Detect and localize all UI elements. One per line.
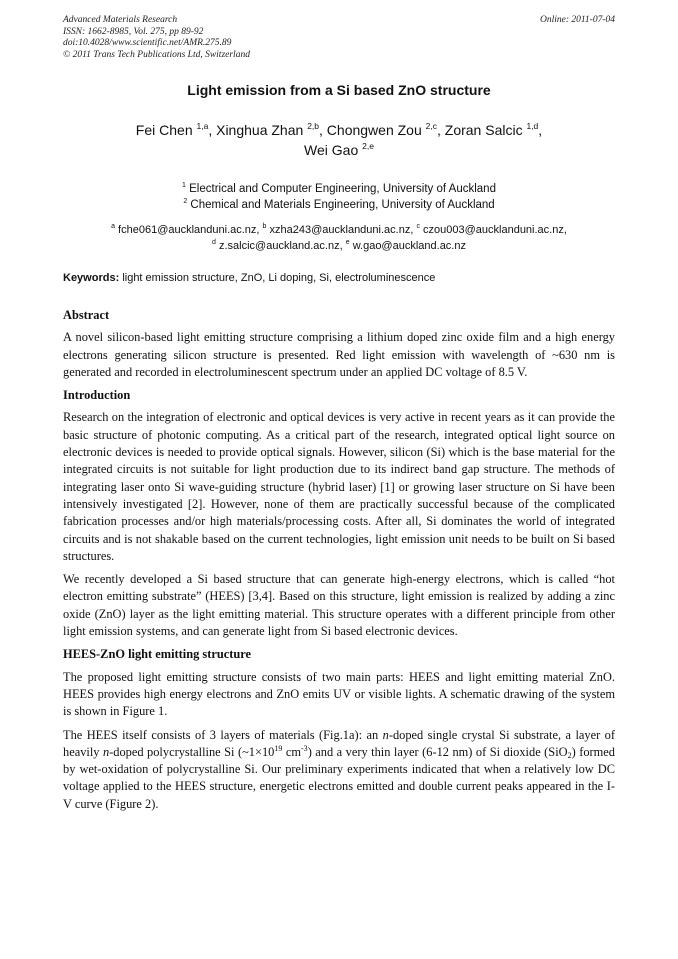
email-link[interactable]: xzha243@aucklanduni.ac.nz xyxy=(269,224,411,236)
abstract-text: A novel silicon-based light emitting structure comprising a lithium doped zinc oxide film and a high energy electrons generating silicon structure is presented. Red light emission with wavelength of ~630 nm is generated and recorded in electroluminescent spectrum under an applied DC voltage of 8.5 V. xyxy=(63,330,615,379)
introduction-paragraph-2: We recently developed a Si based structure that can generate high-energy electrons, which is called “hot electron emitting substrate” (HEES) [3,4]. Based on this structure, light emission is realized by adding a zinc oxide (ZnO) layer as the light emitting material. This structure operates with a different principle from other light emission systems, and can generate light from Si based electronic devices. xyxy=(63,572,615,639)
hees-heading: HEES-ZnO light emitting structure xyxy=(63,647,252,662)
online-date: Online: 2011-07-04 xyxy=(539,15,615,25)
author-list: Fei Chen $^{1,a}$, Xinghua Zhan $^{2,b}$, Chongwen Zou $^{2,c}$, Zoran Salcic $^{1,d}$, Wei Gao $^{2,e}$ xyxy=(135,121,543,158)
hees-paragraph-2: The HEES itself consists of 3 layers of materials (Fig.1a): an n-doped single crystal Si substrate, a layer of heavily n-doped polycrystalline Si ($\sim 1\times 10^{19}$ $cm^{-3}$) and a very thin layer (6-12 nm) of Si dioxide (SiO$_2$) formed by wet-oxidation of polycrystalline Si. Our preliminary experiments indicated that when a relatively low DC voltage applied to the HEES structure, energetic electrons emitted and double current peaks appeared in the I-V curve (Figure 2). xyxy=(63,727,615,811)
affiliation-item: $^2$ Chemical and Materials Engineering, University of Auckland xyxy=(183,198,495,211)
author-affil-mark: 1,d xyxy=(526,121,539,131)
affiliation-item: $^1$ Electrical and Computer Engineering, University of Auckland xyxy=(182,182,496,195)
email-link[interactable]: fche061@aucklanduni.ac.nz xyxy=(118,224,257,236)
author-affil-mark: 2,e xyxy=(362,141,374,151)
author-name: Chongwen Zou xyxy=(326,122,422,138)
paper-title: Light emission from a Si based ZnO structure xyxy=(187,82,491,98)
author-name: Zoran Salcic xyxy=(444,122,523,138)
abstract-heading: Abstract xyxy=(63,308,110,322)
email-list: $^a$ fche061@aucklanduni.ac.nz, $^b$ xzha243@aucklanduni.ac.nz, $^c$ czou003@aucklanduni.ac.nz, $^d$ z.salcic@auckland.ac.nz, $^e$ w.gao@auckland.ac.nz xyxy=(111,223,567,252)
doi-line: doi:10.4028/www.scientific.net/AMR.275.89 xyxy=(63,38,232,48)
email-link[interactable]: czou003@aucklanduni.ac.nz xyxy=(423,224,564,236)
paper-body xyxy=(63,307,615,819)
keywords-line xyxy=(63,272,435,284)
author-affil-mark: 2,c xyxy=(425,121,437,131)
affiliation-list xyxy=(0,181,678,213)
author-affil-mark: 2,b xyxy=(307,121,320,131)
email-link[interactable]: z.salcic@auckland.ac.nz xyxy=(218,240,340,252)
issn-line: ISSN: 1662-8985, Vol. 275, pp 89-92 xyxy=(63,26,204,37)
copyright-line: © 2011 Trans Tech Publications Ltd, Switzerland xyxy=(63,49,250,60)
author-name: Fei Chen xyxy=(135,122,193,138)
introduction-heading: Introduction xyxy=(63,388,131,403)
journal-name: Advanced Materials Research xyxy=(63,15,178,25)
author-affil-mark: 1,a xyxy=(196,121,209,131)
keywords-text: light emission structure, ZnO, Li doping, Si, electroluminescence xyxy=(122,272,436,284)
author-name: Wei Gao xyxy=(304,142,359,158)
keywords-label: Keywords: xyxy=(63,272,120,284)
email-link[interactable]: w.gao@auckland.ac.nz xyxy=(352,240,466,252)
introduction-paragraph-1: Research on the integration of electronic and optical devices is very active in recent years as it can provide the basic structure of photonic computing. As a critical part of the research, integrated optical light source on electronic devices is needed to provide optical signals. However, silicon (Si) which is the base material for the integrated circuits is not suitable for light production due to its indirect band gap structure. The methods of integrating laser onto Si wave-guiding structure (hybrid laser) [1] or growing laser structure on Si have been intensively investigated [2]. However, none of them are practically successful because of the complicated fabrication processes and/or high materials/processing costs. After all, Si dominates the world of integrated circuits and is not shakable based on the current technologies, light emission unit needs to be built on Si based structures. xyxy=(63,410,615,563)
journal-header xyxy=(63,15,615,61)
author-name: Xinghua Zhan xyxy=(216,122,304,138)
hees-paragraph-1: The proposed light emitting structure consists of two main parts: HEES and light emitting material ZnO. HEES provides high energy electrons and ZnO emits UV or visible lights. A schematic drawing of the system is shown in Figure 1. xyxy=(63,669,615,719)
